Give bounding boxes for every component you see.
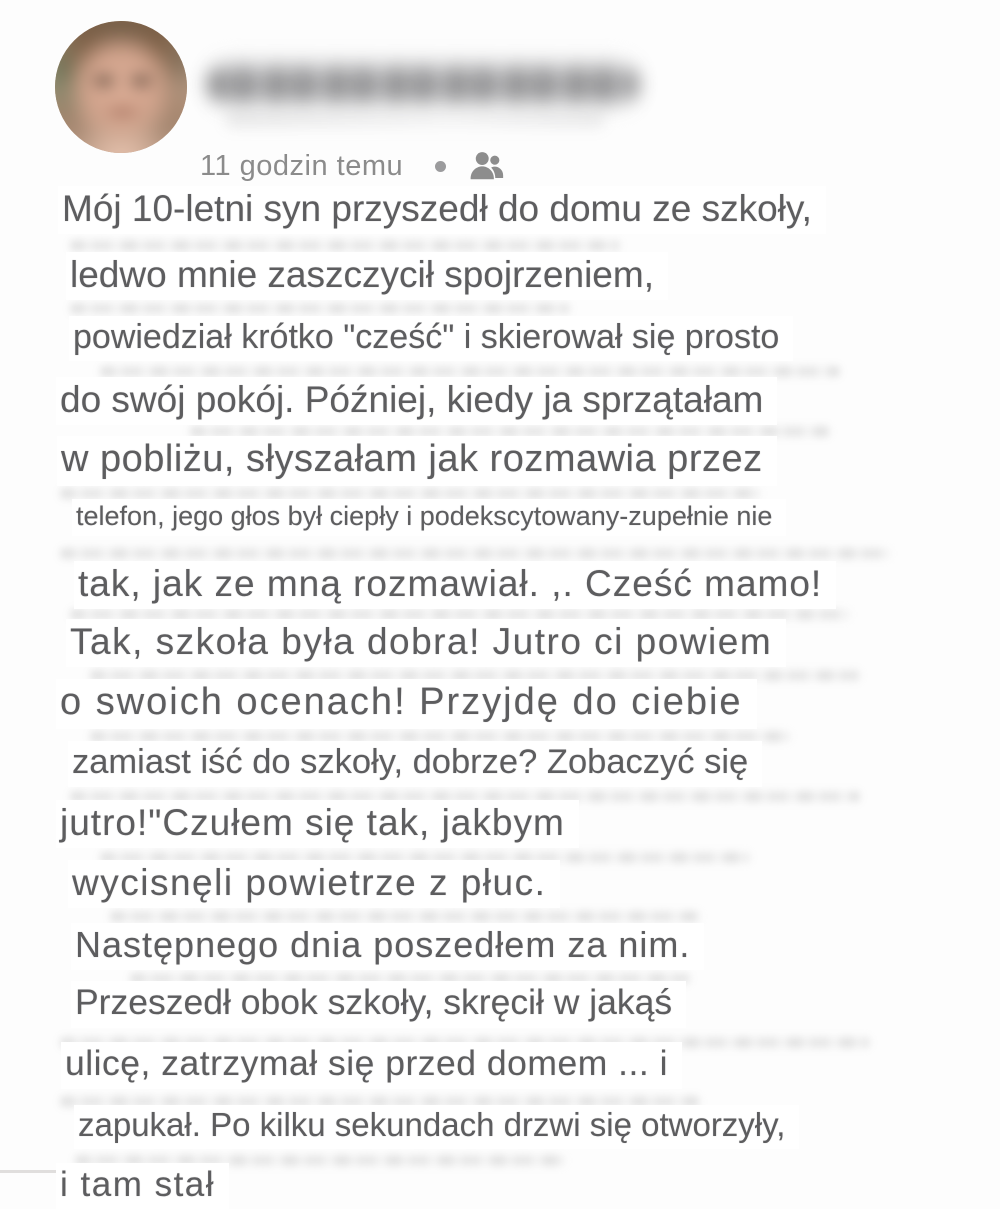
ghost-artifact — [100, 366, 840, 377]
post-line: w pobliżu, słyszałam jak rozmawia przez — [57, 436, 777, 486]
post-line: telefon, jego głos był ciepły i podekscytowany-zupełnie nie — [72, 499, 786, 536]
username-blurred[interactable] — [207, 58, 639, 110]
post-line: o swoich ocenach! Przyjdę do ciebie — [56, 679, 757, 729]
post-line: Przeszedł obok szkoły, skręcił w jakąś — [71, 981, 686, 1028]
avatar[interactable] — [55, 21, 187, 153]
ghost-artifact — [70, 240, 620, 251]
ghost-artifact — [60, 488, 760, 499]
username-blur-artifact — [225, 112, 605, 128]
post-line: tak, jak ze mną rozmawiał. ,. Cześć mamo! — [74, 561, 836, 609]
post-line: wycisnęli powietrze z płuc. — [68, 860, 560, 908]
avatar-image — [55, 21, 187, 153]
friends-icon — [464, 147, 508, 185]
post-line: powiedział krótko "cześć" i skierował się prosto — [69, 316, 793, 361]
post-meta — [200, 146, 508, 186]
post-line: jutro!"Czułem się tak, jakbym — [56, 800, 579, 848]
post-line: ledwo mnie zaszczycił spojrzeniem, — [66, 252, 668, 300]
timestamp[interactable]: 11 godzin temu — [200, 149, 404, 182]
ghost-artifact — [60, 548, 890, 559]
ghost-artifact — [70, 303, 570, 314]
scan-artifact-line — [0, 1170, 56, 1173]
ghost-artifact — [110, 911, 700, 922]
post-line: ulicę, zatrzymał się przed domem ... i — [61, 1042, 682, 1089]
separator-dot — [435, 161, 446, 172]
post-line: i tam stał — [56, 1163, 229, 1209]
post-line: do swój pokój. Później, kiedy ja sprzątałam — [56, 377, 777, 425]
post-line: Tak, szkoła była dobra! Jutro ci powiem — [66, 619, 786, 667]
post-line: Mój 10-letni syn przyszedł do domu ze szkoły, — [58, 186, 826, 234]
post-line: zapukał. Po kilku sekundach drzwi się otworzyły, — [74, 1105, 799, 1149]
post-line: Następnego dnia poszedłem za nim. — [71, 923, 704, 970]
post-line: zamiast iść do szkoły, dobrze? Zobaczyć się — [68, 741, 762, 787]
